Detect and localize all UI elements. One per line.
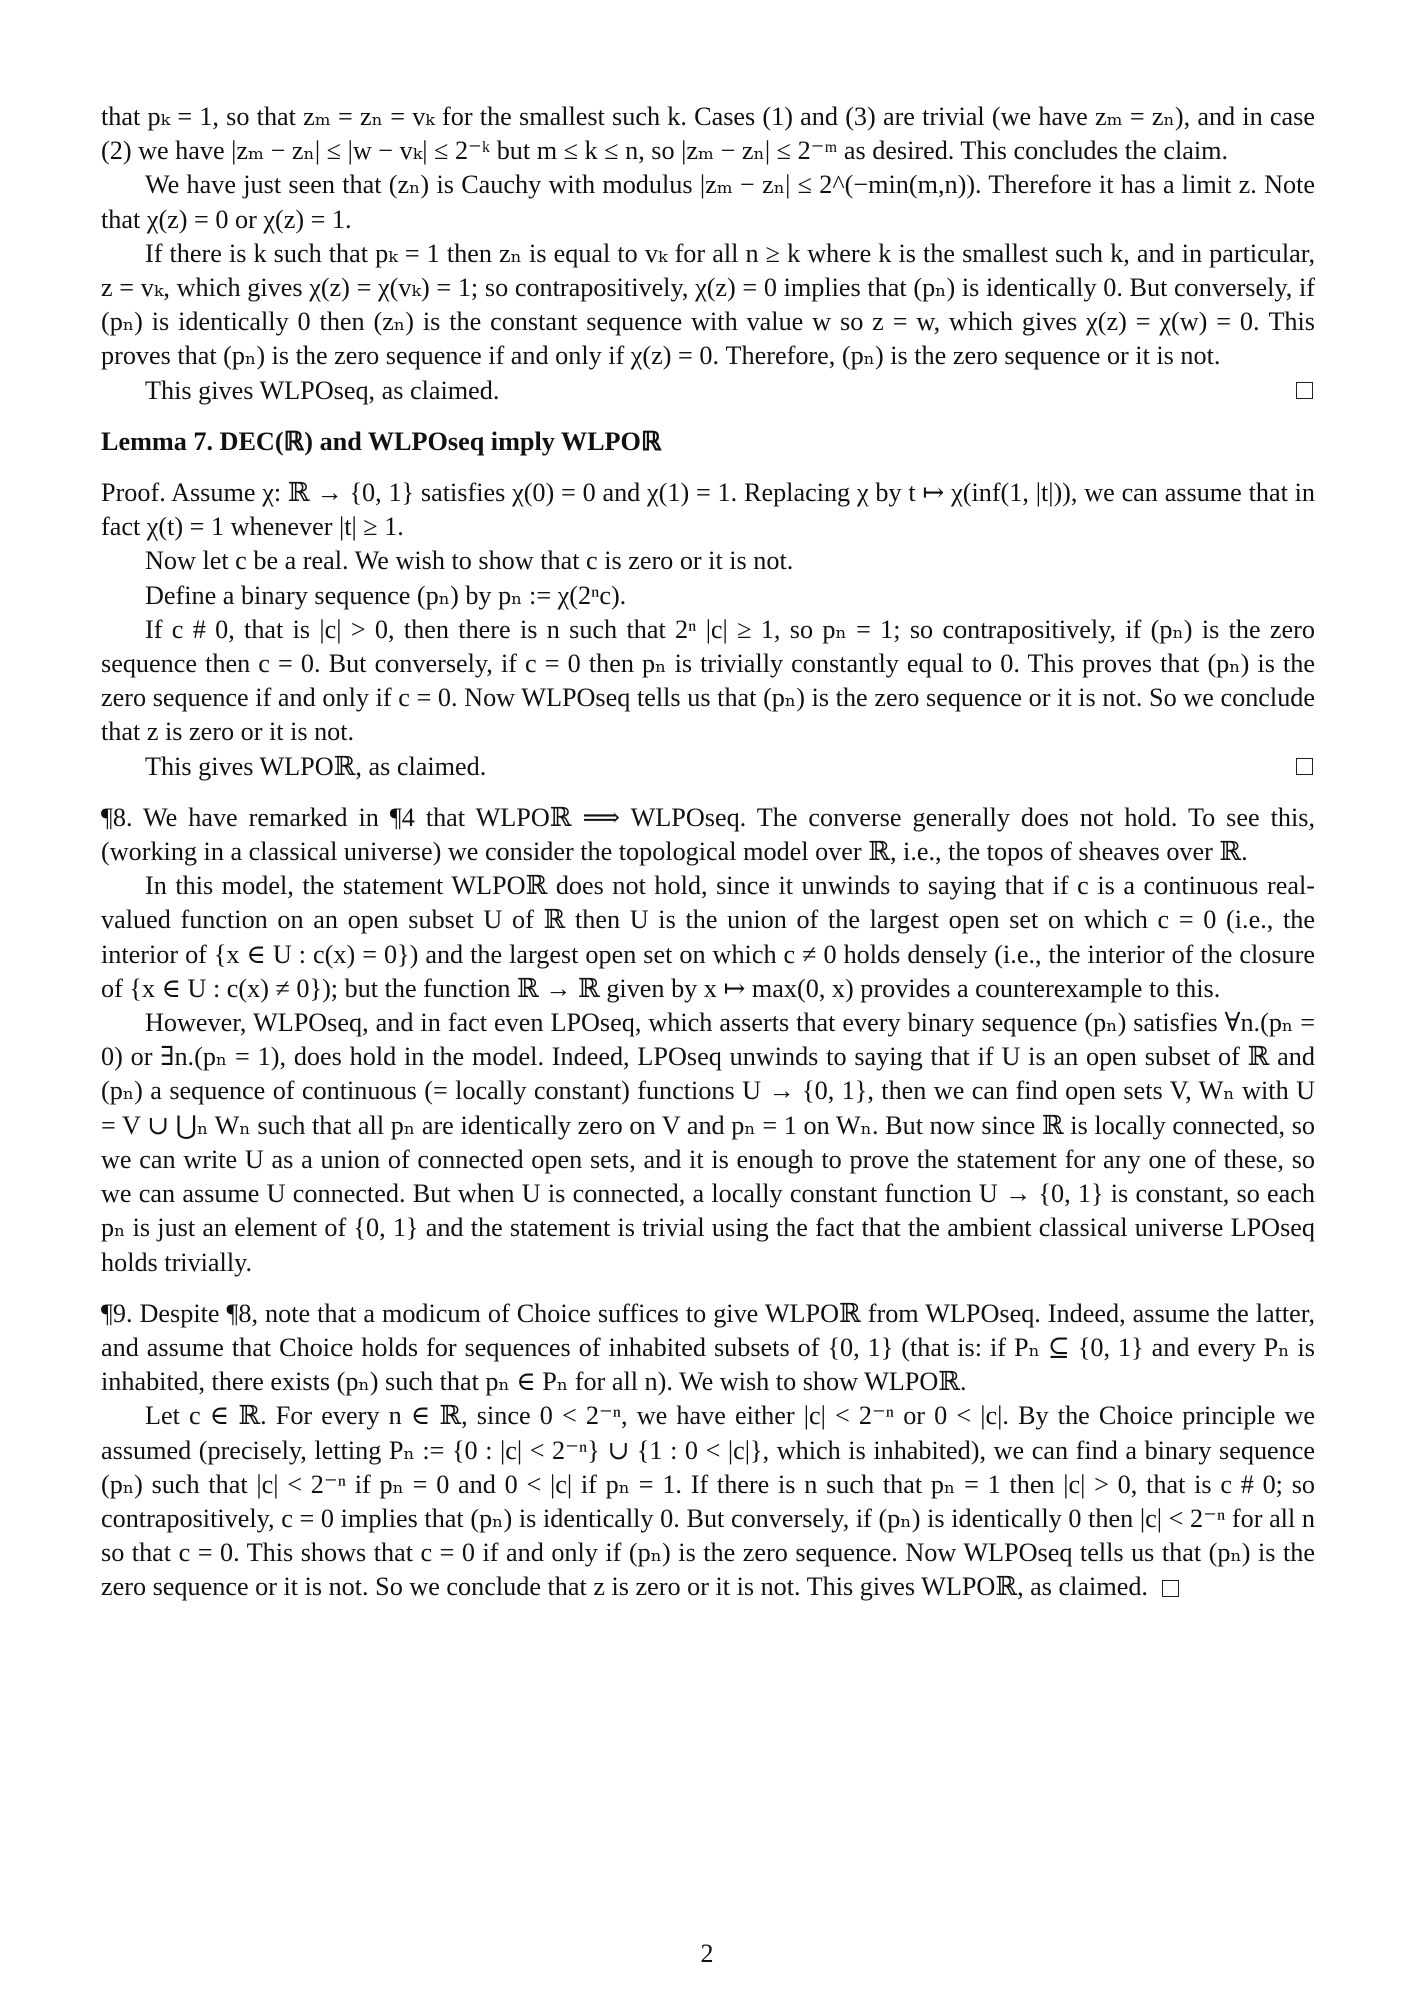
paragraph-p14	[101, 1399, 1315, 1604]
paragraph-text: Define a binary sequence (pₙ) by pₙ := χ(2ⁿc).	[145, 580, 627, 610]
paragraph-gap	[101, 459, 1315, 476]
paragraph-p2	[101, 168, 1315, 236]
paragraph-p12	[101, 1006, 1315, 1280]
paragraph-p8	[101, 613, 1315, 750]
page-number: 2	[700, 1939, 714, 1968]
paragraph-gap	[101, 784, 1315, 801]
paragraph-gap	[101, 408, 1315, 425]
qed-box-icon	[1162, 1580, 1179, 1597]
paragraph-text: that pₖ = 1, so that zₘ = zₙ = vₖ for the smallest such k. Cases (1) and (3) are trivial (we have zₘ = zₙ), and in case (2) we have |zₘ − zₙ| ≤ |w − vₖ| ≤ 2⁻ᵏ but m ≤ k ≤ n, so |zₘ − zₙ| ≤ 2⁻ᵐ as desired. This concludes the claim.	[101, 102, 1315, 166]
paragraph-text: This gives WLPOℝ, as claimed.	[145, 751, 487, 781]
paragraph-text: Proof. Assume χ: ℝ → {0, 1} satisfies χ(0) = 0 and χ(1) = 1. Replacing χ by t ↦ χ(inf(1, |t|)), we can assume that in fact χ(t) = 1 whenever |t| ≥ 1.	[101, 478, 1315, 542]
paragraph-p1	[101, 100, 1315, 168]
paragraph-text: If c # 0, that is |c| > 0, then there is n such that 2ⁿ |c| ≥ 1, so pₙ = 1; so contrapositively, if (pₙ) is the zero sequence then c = 0. But conversely, if c = 0 then pₙ is trivially constantly equal to 0. This proves that (pₙ) is the zero sequence if and only if c = 0. Now WLPOseq tells us that (pₙ) is the zero sequence or it is not. So we conclude that z is zero or it is not.	[101, 614, 1315, 747]
paragraph-text: ¶9. Despite ¶8, note that a modicum of Choice suffices to give WLPOℝ from WLPOseq. Indeed, assume the latter, and assume that Choice holds for sequences of inhabited subsets of {0, 1} (that is: if Pₙ ⊆ {0, 1} and every Pₙ is inhabited, there exists (pₙ) such that pₙ ∈ Pₙ for all n). We wish to show WLPOℝ.	[101, 1298, 1315, 1397]
paragraph-text: Let c ∈ ℝ. For every n ∈ ℝ, since 0 < 2⁻ⁿ, we have either |c| < 2⁻ⁿ or 0 < |c|. By the Choice principle we assumed (precisely, letting Pₙ := {0 : |c| < 2⁻ⁿ} ∪ {1 : 0 < |c|}, which is inhabited), we can find a binary sequence (pₙ) such that |c| < 2⁻ⁿ if pₙ = 0 and 0 < |c| if pₙ = 1. If there is n such that pₙ = 1 then |c| > 0, that is c # 0; so contrapositively, c = 0 implies that (pₙ) is identically 0. But conversely, if (pₙ) is identically 0 then |c| < 2⁻ⁿ for all n so that c = 0. This shows that c = 0 if and only if (pₙ) is the zero sequence. Now WLPOseq tells us that (pₙ) is the zero sequence or it is not. So we conclude that z is zero or it is not. This gives WLPOℝ, as claimed.	[101, 1401, 1315, 1602]
paragraph-p11	[101, 869, 1315, 1006]
paragraph-p6	[101, 544, 1315, 578]
paragraph-gap	[101, 1280, 1315, 1297]
paragraph-text: If there is k such that pₖ = 1 then zₙ is equal to vₖ for all n ≥ k where k is the smallest such k, and in particular, z = vₖ, which gives χ(z) = χ(vₖ) = 1; so contrapositively, χ(z) = 0 implies that (pₙ) is identically 0. But conversely, if (pₙ) is identically 0 then (zₙ) is the constant sequence with value w so z = w, which gives χ(z) = χ(w) = 0. This proves that (pₙ) is the zero sequence if and only if χ(z) = 0. Therefore, (pₙ) is the zero sequence or it is not.	[101, 238, 1315, 371]
paragraph-p7	[101, 579, 1315, 613]
paragraph-text: Now let c be a real. We wish to show that c is zero or it is not.	[145, 546, 794, 576]
paragraph-p10	[101, 801, 1315, 869]
paragraph-p13	[101, 1297, 1315, 1400]
paragraph-text: In this model, the statement WLPOℝ does not hold, since it unwinds to saying that if c is a continuous real-valued function on an open subset U of ℝ then U is the union of the largest open set on which c = 0 (i.e., the interior of {x ∈ U : c(x) = 0}) and the largest open set on which c ≠ 0 holds densely (i.e., the interior of the closure of {x ∈ U : c(x) ≠ 0}); but the function ℝ → ℝ given by x ↦ max(0, x) provides a counterexample to this.	[101, 871, 1315, 1003]
paragraph-text: We have just seen that (zₙ) is Cauchy with modulus |zₘ − zₙ| ≤ 2^(−min(m,n)). Therefore it has a limit z. Note that χ(z) = 0 or χ(z) = 1.	[101, 170, 1315, 234]
paragraph-p3	[101, 237, 1315, 374]
paragraph-p4	[101, 374, 1315, 408]
qed-box-icon	[1296, 382, 1313, 399]
page-body	[101, 100, 1315, 1605]
paragraph-p5	[101, 476, 1315, 544]
paragraph-p9	[101, 750, 1315, 784]
paragraph-text: However, WLPOseq, and in fact even LPOseq, which asserts that every binary sequence (pₙ) satisfies ∀n.(pₙ = 0) or ∃n.(pₙ = 1), does hold in the model. Indeed, LPOseq unwinds to saying that if U is an open subset of ℝ and (pₙ) a sequence of continuous (= locally constant) functions U → {0, 1}, then we can find open sets V, Wₙ with U = V ∪ ⋃ₙ Wₙ such that all pₙ are identically zero on V and pₙ = 1 on Wₙ. But now since ℝ is locally connected, so we can write U as a union of connected open sets, and it is enough to prove the statement for any one of these, so we can assume U connected. But when U is connected, a locally constant function U → {0, 1} is constant, so each pₙ is just an element of {0, 1} and the statement is trivial using the fact that the ambient classical universe LPOseq holds trivially.	[101, 1008, 1315, 1277]
paragraph-text: ¶8. We have remarked in ¶4 that WLPOℝ ⟹ WLPOseq. The converse generally does not hold. To see this, (working in a classical universe) we consider the topological model over ℝ, i.e., the topos of sheaves over ℝ.	[101, 802, 1315, 867]
paragraph-text: This gives WLPOseq, as claimed.	[145, 375, 500, 405]
paragraph-text: Lemma 7. DEC(ℝ) and WLPOseq imply WLPOℝ	[101, 426, 662, 456]
qed-box-icon	[1296, 758, 1313, 775]
lemma-heading	[101, 425, 1315, 459]
